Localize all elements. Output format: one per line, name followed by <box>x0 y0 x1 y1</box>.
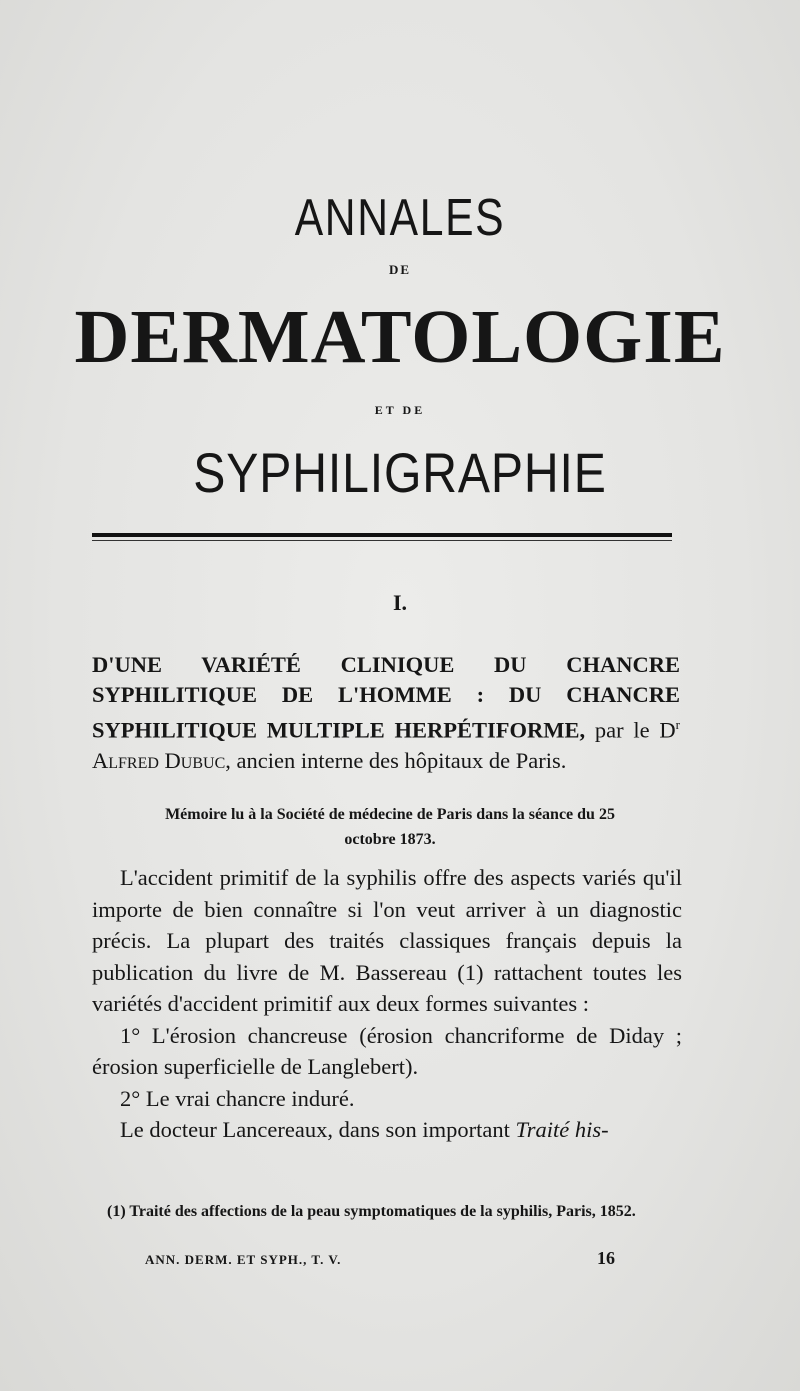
running-footer-journal: ANN. DERM. ET SYPH., T. V. <box>145 1252 342 1267</box>
article-number: I. <box>392 590 408 615</box>
journal-title-de: DE <box>388 262 412 277</box>
title-divider-thin <box>92 540 672 541</box>
article-title <box>92 650 680 776</box>
article-affiliation: ancien interne des hôpitaux de Paris. <box>230 747 567 773</box>
body-paragraph <box>92 1114 682 1146</box>
body-paragraph-start: Le docteur Lancereaux, dans son important <box>120 1117 516 1142</box>
footnote <box>95 1200 685 1223</box>
body-paragraph: 2° Le vrai chancre induré. <box>120 1085 355 1111</box>
body-paragraph: L'accident primitif de la syphilis offre des aspects variés qu'il importe de bien connaître si l'on veut arriver à un diagnostic précis. La plupart des traités classiques français depuis la publication du livre de M. Bassereau (1) rattachent toutes les variétés d'accident primitif aux deux formes suivantes : <box>92 865 682 1016</box>
article-title-by-sup: r <box>675 717 680 732</box>
body-paragraph-italic: Traité his- <box>515 1117 609 1142</box>
body-text <box>92 862 682 1146</box>
article-title-caps: D'UNE VARIÉTÉ CLINIQUE DU CHANCRE SYPHILITIQUE DE L'HOMME : DU CHANCRE SYPHILITIQUE MULTIPLE HERPÉTIFORME, <box>92 652 680 743</box>
journal-title-syphiligraphie: SYPHILIGRAPHIE <box>193 441 607 504</box>
journal-title-et-de: ET DE <box>374 403 426 417</box>
page-number: 16 <box>597 1248 615 1268</box>
body-paragraph: 1° L'érosion chancreuse (érosion chancriforme de Diday ; érosion superficielle de Langlebert). <box>92 1022 682 1079</box>
footnote-text: (1) Traité des affections de la peau symptomatiques de la syphilis, Paris, 1852. <box>107 1203 636 1220</box>
title-divider-thick <box>92 533 672 537</box>
article-title-by: par le D <box>585 717 676 743</box>
memoire-note: Mémoire lu à la Société de médecine de Paris dans la séance du 25 octobre 1873. <box>165 806 615 848</box>
article-author: Alfred Dubuc, <box>92 747 231 773</box>
journal-title-annales: ANNALES <box>294 189 506 247</box>
journal-title-dermatologie: DERMATOLOGIE <box>74 295 726 379</box>
